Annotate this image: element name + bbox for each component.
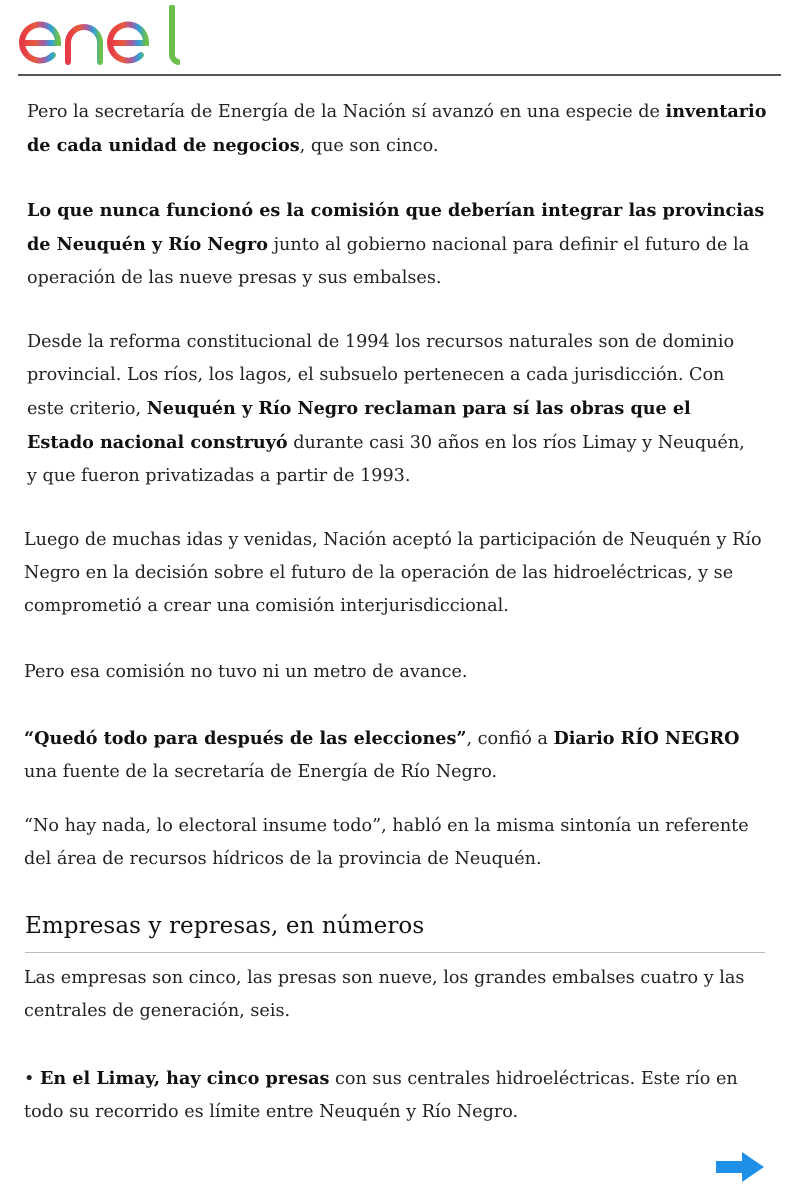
text-run: una fuente de la secretaría de Energía de Río Negro. bbox=[24, 762, 498, 782]
bold-text-run: Neuquén y Río Negro reclaman para sí las obras que el Estado nacional construyó bbox=[27, 398, 691, 453]
paragraph-1 bbox=[27, 95, 772, 163]
bold-text-run: En el Limay, hay cinco presas bbox=[39, 1068, 330, 1089]
text-run: “No hay nada, lo electoral insume todo”, habló en la misma sintonía un referente del área de recursos hídricos de la provincia de Neuquén. bbox=[24, 816, 749, 869]
text-run: Desde la reforma constitucional de 1994 los recursos naturales son de dominio provincial. Los ríos, los lagos, el subsuelo pertenecen a cada jurisdicción. Con este criterio, bbox=[27, 332, 735, 419]
bold-text-run: Diario RÍO NEGRO bbox=[553, 728, 740, 749]
paragraph-5 bbox=[24, 656, 764, 689]
enel-logo[interactable] bbox=[18, 5, 180, 65]
bold-text-run: “Quedó todo para después de las elecciones” bbox=[24, 728, 467, 749]
section-divider bbox=[25, 952, 765, 953]
bold-text-run: inventario de cada unidad de negocios bbox=[27, 101, 767, 156]
text-run: Pero la secretaría de Energía de la Nación sí avanzó en una especie de bbox=[27, 102, 666, 122]
text-run: Pero esa comisión no tuvo ni un metro de avance. bbox=[24, 662, 468, 682]
text-run: con sus centrales hidroeléctricas. Este río en todo su recorrido es límite entre Neuquén y Río Negro. bbox=[24, 1069, 738, 1122]
text-run: Luego de muchas idas y venidas, Nación aceptó la participación de Neuquén y Río Negro en la decisión sobre el futuro de la operación de las hidroeléctricas, y se comprometió a crear una comisión interjurisdiccional. bbox=[24, 530, 762, 616]
section-heading: Empresas y represas, en números bbox=[25, 913, 425, 939]
paragraph-4 bbox=[24, 524, 764, 623]
paragraph-9 bbox=[24, 1062, 769, 1129]
paragraph-8 bbox=[24, 962, 754, 1028]
paragraph-3 bbox=[27, 326, 747, 493]
bold-text-run: Lo que nunca funcionó es la comisión que deberían integrar las provincias de Neuquén y Río Negro bbox=[27, 200, 765, 255]
text-run: , confió a bbox=[466, 729, 554, 749]
paragraph-6 bbox=[24, 722, 764, 789]
text-run: durante casi 30 años en los ríos Limay y Neuquén, y que fueron privatizadas a partir de 1993. bbox=[27, 433, 745, 486]
paragraph-7 bbox=[24, 810, 764, 876]
text-run: • bbox=[24, 1069, 40, 1089]
paragraph-2 bbox=[27, 194, 777, 295]
text-run: Las empresas son cinco, las presas son nueve, los grandes embalses cuatro y las centrales de generación, seis. bbox=[24, 968, 745, 1021]
site-header bbox=[18, 0, 781, 76]
arrow-right-icon[interactable] bbox=[714, 1150, 766, 1184]
text-run: junto al gobierno nacional para definir el futuro de la operación de las nueve presas y sus embalses. bbox=[27, 235, 750, 288]
text-run: , que son cinco. bbox=[299, 136, 439, 156]
